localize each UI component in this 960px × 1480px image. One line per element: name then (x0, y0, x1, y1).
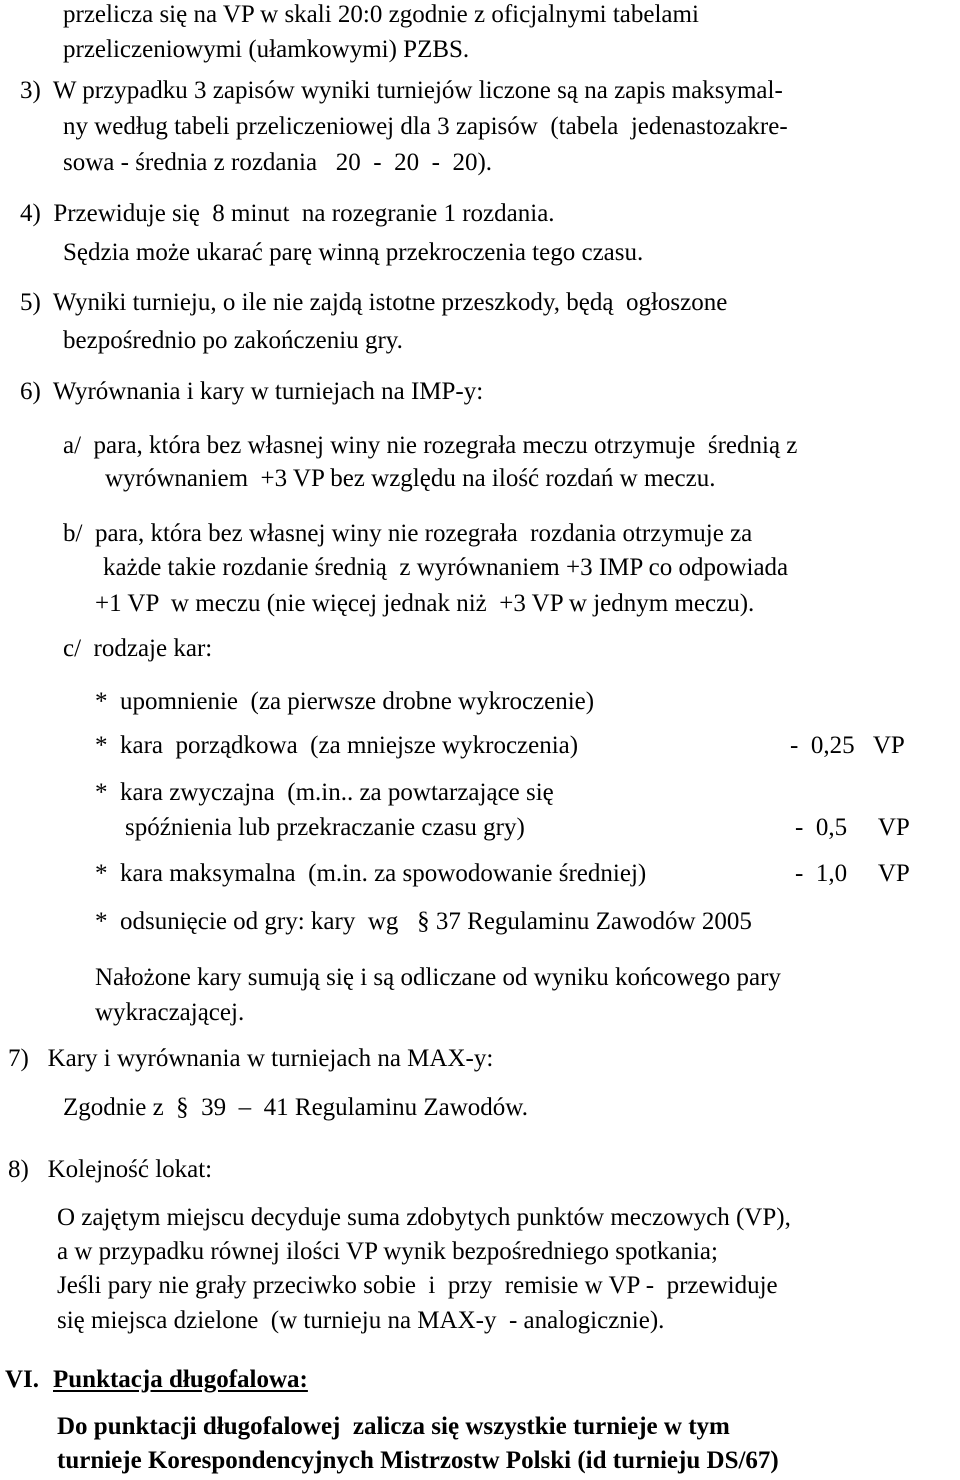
text-line: turnieje Korespondencyjnych Mistrzostw Polski (id turnieju DS/67) (57, 1447, 779, 1474)
text-line: +1 VP w meczu (nie więcej jednak niż +3 VP w jednym meczu). (95, 590, 755, 617)
section-heading: Punktacja długofalowa: (53, 1366, 308, 1393)
text-line: wyrównaniem +3 VP bez względu na ilość rozdań w meczu. (105, 465, 716, 492)
sub-item-a: a/ para, która bez własnej winy nie rozegrała meczu otrzymuje średnią z (63, 432, 798, 459)
sub-item-c: c/ rodzaje kar: (63, 635, 213, 662)
text-line: spóźnienia lub przekraczanie czasu gry) (125, 814, 525, 841)
penalty-value: - 0,25 VP (790, 732, 905, 759)
text-line: przelicza się na VP w skali 20:0 zgodnie z oficjalnymi tabelami (63, 1, 699, 28)
penalty-item: * kara zwyczajna (m.in.. za powtarzające się (95, 779, 554, 806)
list-item-6: 6) Wyrównania i kary w turniejach na IMP-y: (20, 378, 484, 405)
penalty-item: * kara porządkowa (za mniejsze wykroczenia) (95, 732, 579, 759)
penalty-item: * odsunięcie od gry: kary wg § 37 Regulaminu Zawodów 2005 (95, 908, 752, 935)
text-line: Nałożone kary sumują się i są odliczane od wyniku końcowego pary (95, 964, 781, 991)
list-item-5: 5) Wyniki turnieju, o ile nie zajdą istotne przeszkody, będą ogłoszone (20, 289, 728, 316)
penalty-item: * kara maksymalna (m.in. za spowodowanie średniej) (95, 860, 647, 887)
sub-item-b: b/ para, która bez własnej winy nie rozegrała rozdania otrzymuje za (63, 520, 753, 547)
text-line: O zajętym miejscu decyduje suma zdobytych punktów meczowych (VP), (57, 1204, 791, 1231)
text-line: każde takie rozdanie średnią z wyrównaniem +3 IMP co odpowiada (103, 554, 789, 581)
text-line: Zgodnie z § 39 – 41 Regulaminu Zawodów. (63, 1094, 528, 1121)
list-item-4: 4) Przewiduje się 8 minut na rozegranie 1 rozdania. (20, 200, 555, 227)
list-item-8: 8) Kolejność lokat: (8, 1156, 213, 1183)
text-line: a w przypadku równej ilości VP wynik bezpośredniego spotkania; (57, 1238, 718, 1265)
text-line: sowa - średnia z rozdania 20 - 20 - 20). (63, 149, 493, 176)
text-line: się miejsca dzielone (w turnieju na MAX-y - analogicznie). (57, 1307, 665, 1334)
text-line: Jeśli pary nie grały przeciwko sobie i przy remisie w VP - przewiduje (57, 1272, 778, 1299)
list-item-7: 7) Kary i wyrównania w turniejach na MAX-y: (8, 1045, 494, 1072)
text-line: Sędzia może ukarać parę winną przekroczenia tego czasu. (63, 239, 644, 266)
text-line: ny według tabeli przeliczeniowej dla 3 zapisów (tabela jedenastozakre- (63, 113, 788, 140)
text-line: wykraczającej. (95, 999, 245, 1026)
text-line: bezpośrednio po zakończeniu gry. (63, 327, 403, 354)
text-line: przeliczeniowymi (ułamkowymi) PZBS. (63, 36, 470, 63)
section-number: VI. (5, 1366, 40, 1393)
list-item-3: 3) W przypadku 3 zapisów wyniki turniejów liczone są na zapis maksymal- (20, 77, 783, 104)
penalty-item: * upomnienie (za pierwsze drobne wykroczenie) (95, 688, 595, 715)
penalty-value: - 0,5 VP (795, 814, 910, 841)
text-line: Do punktacji długofalowej zalicza się wszystkie turnieje w tym (57, 1413, 730, 1440)
penalty-value: - 1,0 VP (795, 860, 910, 887)
